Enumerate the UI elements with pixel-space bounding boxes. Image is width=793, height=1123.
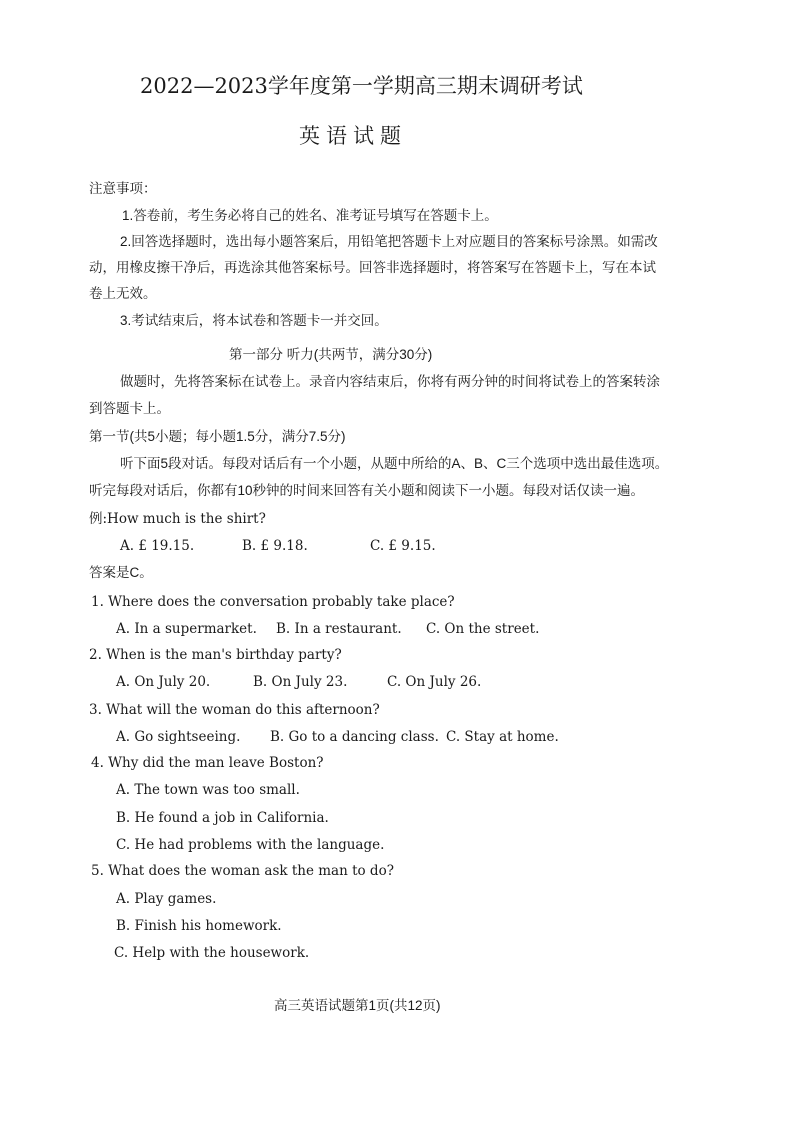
section1-heading: 第一节(共5小题；每小题1.5分，满分7.5分): [89, 429, 346, 444]
section1-instruction-line-1: 听下面5段对话。每段对话后有一个小题，从题中所给的A、B、C三个选项中选出最佳选项。: [120, 456, 669, 471]
question-1-option-a: A. In a supermarket.: [116, 621, 257, 637]
question-5-option-c: C. Help with the housework.: [114, 945, 310, 961]
question-5-option-a: A. Play games.: [116, 891, 217, 907]
example-option-b: B. £ 9.18.: [242, 538, 308, 554]
note-item-2-line-3: 卷上无效。: [89, 286, 157, 301]
note-item-1: 1.答卷前，考生务必将自己的姓名、准考证号填写在答题卡上。: [122, 208, 498, 223]
exam-subtitle: 英语试题: [299, 124, 407, 148]
question-3: 3. What will the woman do this afternoon?: [89, 702, 380, 718]
question-2-option-c: C. On July 26.: [387, 674, 482, 690]
part1-instruction-line-1: 做题时，先将答案标在试卷上。录音内容结束后，你将有两分钟的时间将试卷上的答案转涂: [120, 374, 660, 389]
notes-heading: 注意事项：: [89, 181, 157, 196]
example-answer: 答案是C。: [89, 565, 153, 580]
question-4-option-c: C. He had problems with the language.: [116, 837, 385, 853]
question-2: 2. When is the man's birthday party?: [89, 647, 342, 663]
question-3-option-c: C. Stay at home.: [446, 729, 559, 745]
question-1: 1. Where does the conversation probably take place?: [91, 594, 455, 610]
question-5: 5. What does the woman ask the man to do?: [91, 863, 394, 879]
example-option-c: C. £ 9.15.: [370, 538, 436, 554]
question-4-option-b: B. He found a job in California.: [116, 810, 329, 826]
question-2-option-a: A. On July 20.: [116, 674, 211, 690]
question-3-option-b: B. Go to a dancing class.: [270, 729, 439, 745]
part1-heading: 第一部分 听力(共两节，满分30分): [229, 347, 433, 362]
note-item-2-line-1: 2.回答选择题时，选出每小题答案后，用铅笔把答题卡上对应题目的答案标号涂黑。如需改: [120, 234, 658, 249]
section1-instruction-line-2: 听完每段对话后，你都有10秒钟的时间来回答有关小题和阅读下一小题。每段对话仅读一遍。: [89, 483, 645, 498]
question-1-option-b: B. In a restaurant.: [276, 621, 402, 637]
exam-title: 2022—2023学年度第一学期高三期末调研考试: [140, 74, 583, 98]
question-4-option-a: A. The town was too small.: [116, 782, 300, 798]
page-footer: 高三英语试题第1页(共12页): [274, 998, 441, 1013]
part1-instruction-line-2: 到答题卡上。: [89, 401, 170, 416]
question-1-option-c: C. On the street.: [426, 621, 540, 637]
note-item-3: 3.考试结束后，将本试卷和答题卡一并交回。: [120, 313, 388, 328]
question-5-option-b: B. Finish his homework.: [116, 918, 282, 934]
question-4: 4. Why did the man leave Boston?: [91, 755, 324, 771]
question-2-option-b: B. On July 23.: [253, 674, 348, 690]
example-option-a: A. £ 19.15.: [120, 538, 195, 554]
note-item-2-line-2: 动，用橡皮擦干净后，再选涂其他答案标号。回答非选择题时，将答案写在答题卡上，写在本试: [89, 260, 656, 275]
example-question: 例:How much is the shirt?: [89, 511, 266, 527]
question-3-option-a: A. Go sightseeing.: [116, 729, 241, 745]
